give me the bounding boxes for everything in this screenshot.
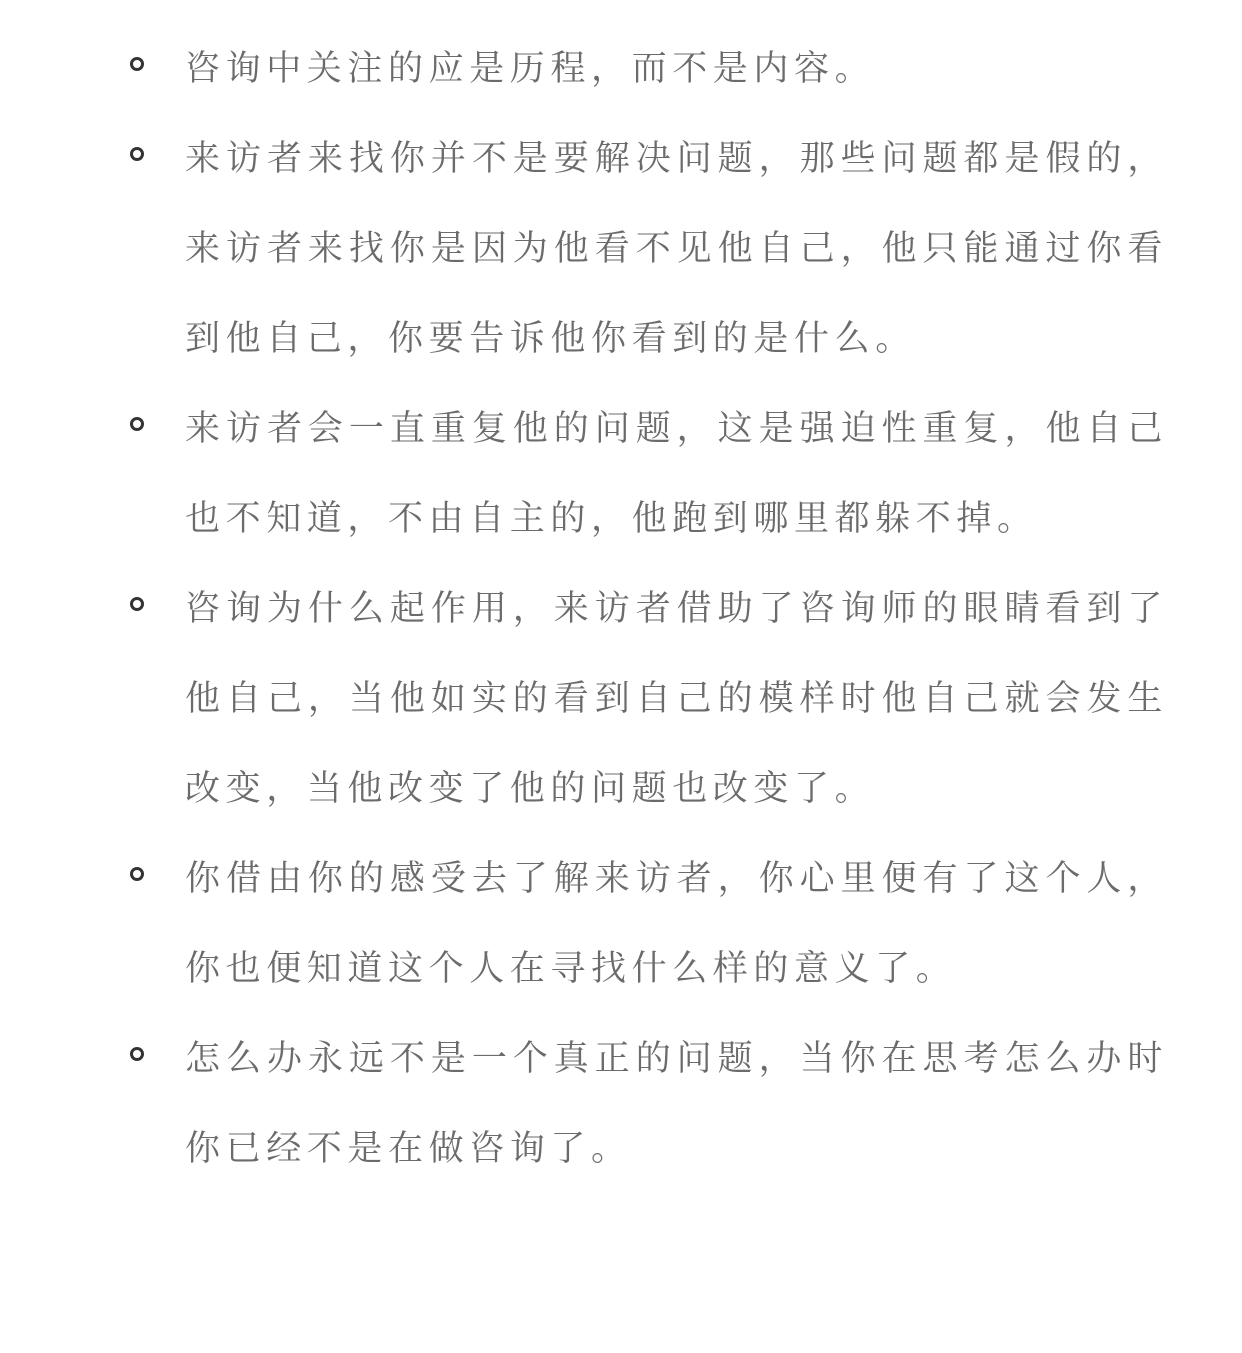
list-item-text: 咨询中关注的应是历程，而不是内容。 — [185, 49, 876, 89]
circle-bullet-icon — [130, 147, 144, 161]
list-item-text: 来访者来找你并不是要解决问题，那些问题都是假的，来访者来找你是因为他看不见他自己，他只能通过你看到他自己，你要告诉他你看到的是什么。 — [185, 139, 1168, 359]
circle-bullet-icon — [130, 867, 144, 881]
circle-bullet-icon — [130, 57, 144, 71]
list-item-text: 你借由你的感受去了解来访者，你心里便有了这个人，你也便知道这个人在寻找什么样的意义了。 — [185, 859, 1168, 989]
circle-bullet-icon — [130, 417, 144, 431]
list-item — [0, 114, 1168, 384]
list-item-text: 咨询为什么起作用，来访者借助了咨询师的眼睛看到了他自己，当他如实的看到自己的模样时他自己就会发生改变，当他改变了他的问题也改变了。 — [185, 589, 1168, 809]
list-item-text: 怎么办永远不是一个真正的问题，当你在思考怎么办时你已经不是在做咨询了。 — [185, 1039, 1168, 1169]
list-item — [0, 384, 1168, 564]
list-item-text: 来访者会一直重复他的问题，这是强迫性重复，他自己也不知道，不由自主的，他跑到哪里都躲不掉。 — [185, 409, 1168, 539]
list-item — [0, 24, 1168, 114]
list-item — [0, 1014, 1168, 1194]
bullet-list — [0, 24, 1242, 1194]
list-item — [0, 564, 1168, 834]
circle-bullet-icon — [130, 597, 144, 611]
list-item — [0, 834, 1168, 1014]
circle-bullet-icon — [130, 1047, 144, 1061]
